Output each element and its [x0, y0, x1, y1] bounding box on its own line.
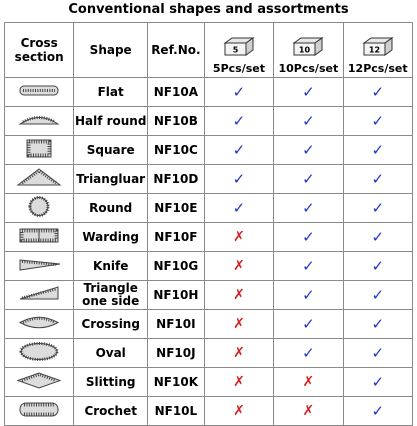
table-row [5, 252, 413, 281]
cross-section-cell [5, 397, 74, 426]
header-ref: Ref.No. [147, 23, 204, 78]
table-row [5, 107, 413, 136]
box-icon [291, 36, 325, 56]
table-row [5, 223, 413, 252]
availability-cell [204, 136, 273, 165]
cross-section-cell [5, 252, 74, 281]
ref-number: NF10G [147, 252, 204, 281]
availability-cell [274, 223, 343, 252]
cross-section-cell [5, 136, 74, 165]
box-count: 12 [368, 45, 380, 55]
table-row [5, 368, 413, 397]
availability-cell [343, 310, 412, 339]
availability-cell [204, 223, 273, 252]
round-icon [14, 194, 64, 219]
cross-section-cell [5, 78, 74, 107]
table-row [5, 339, 413, 368]
oval-icon [14, 339, 64, 364]
check-icon: ✓ [232, 112, 246, 130]
ref-number: NF10L [147, 397, 204, 426]
availability-cell [343, 252, 412, 281]
availability-cell [274, 368, 343, 397]
check-icon: ✓ [302, 228, 315, 246]
availability-cell [204, 194, 273, 223]
check-icon: ✓ [371, 112, 385, 130]
check-icon: ✓ [371, 170, 385, 188]
shape-name: Half round [74, 107, 148, 136]
check-icon: ✓ [232, 141, 246, 159]
header-set-5 [204, 23, 273, 78]
check-icon: ✓ [232, 83, 246, 101]
ref-number: NF10C [147, 136, 204, 165]
cross-section-cell [5, 223, 74, 252]
shape-name: Triangluar [74, 165, 148, 194]
header-shape: Shape [74, 23, 148, 78]
table-row [5, 165, 413, 194]
shape-name: Warding [74, 223, 148, 252]
check-icon: ✓ [302, 344, 315, 362]
availability-cell [204, 107, 273, 136]
cross-section-cell [5, 368, 74, 397]
cross-section-cell [5, 310, 74, 339]
check-icon: ✓ [302, 141, 315, 159]
header-row [5, 23, 413, 78]
cross-icon: ✗ [302, 374, 315, 390]
cross-section-cell [5, 281, 74, 310]
availability-cell [343, 223, 412, 252]
shapes-table [4, 22, 413, 426]
availability-cell [204, 339, 273, 368]
set-label: 5Pcs/set [212, 62, 265, 75]
check-icon: ✓ [371, 83, 385, 101]
triangular-icon [14, 165, 64, 190]
availability-cell [274, 397, 343, 426]
cross-icon: ✗ [233, 229, 245, 245]
check-icon: ✓ [371, 373, 385, 391]
availability-cell [204, 310, 273, 339]
availability-cell [204, 78, 273, 107]
ref-number: NF10H [147, 281, 204, 310]
availability-cell [343, 339, 412, 368]
square-icon [14, 136, 64, 161]
ref-number: NF10J [147, 339, 204, 368]
availability-cell [274, 78, 343, 107]
set-label: 10Pcs/set [278, 62, 339, 75]
half-round-icon [14, 107, 64, 132]
shape-name: Oval [74, 339, 148, 368]
availability-cell [274, 165, 343, 194]
check-icon: ✓ [302, 257, 315, 275]
availability-cell [274, 339, 343, 368]
availability-cell [343, 107, 412, 136]
triangle-one-side-icon [14, 281, 64, 306]
availability-cell [274, 107, 343, 136]
header-set-10 [274, 23, 343, 78]
box-icon [222, 36, 256, 56]
availability-cell [274, 310, 343, 339]
ref-number: NF10F [147, 223, 204, 252]
crossing-icon [14, 310, 64, 335]
cross-icon: ✗ [233, 345, 245, 361]
ref-number: NF10B [147, 107, 204, 136]
flat-icon [14, 78, 64, 103]
shape-name: Knife [74, 252, 148, 281]
availability-cell [274, 194, 343, 223]
ref-number: NF10A [147, 78, 204, 107]
shape-name: Round [74, 194, 148, 223]
header-cross-section: Cross section [5, 23, 74, 78]
check-icon: ✓ [302, 83, 315, 101]
availability-cell [343, 368, 412, 397]
ref-number: NF10E [147, 194, 204, 223]
ref-number: NF10I [147, 310, 204, 339]
box-count: 5 [232, 45, 239, 55]
cross-section-cell [5, 339, 74, 368]
check-icon: ✓ [302, 286, 315, 304]
table-row [5, 310, 413, 339]
check-icon: ✓ [232, 170, 246, 188]
availability-cell [274, 136, 343, 165]
page-title: Conventional shapes and assortments [68, 2, 349, 17]
cross-section-cell [5, 107, 74, 136]
shape-name: Triangle one side [74, 281, 148, 310]
availability-cell [343, 397, 412, 426]
check-icon: ✓ [302, 199, 315, 217]
box-icon [361, 36, 395, 56]
ref-number: NF10D [147, 165, 204, 194]
check-icon: ✓ [371, 257, 385, 275]
knife-icon [14, 252, 64, 277]
cross-icon: ✗ [233, 374, 245, 390]
check-icon: ✓ [371, 141, 385, 159]
check-icon: ✓ [302, 170, 315, 188]
check-icon: ✓ [302, 315, 315, 333]
availability-cell [204, 252, 273, 281]
crochet-icon [14, 397, 64, 422]
shape-name: Square [74, 136, 148, 165]
shape-name: Slitting [74, 368, 148, 397]
cross-icon: ✗ [233, 403, 245, 419]
table-row [5, 78, 413, 107]
cross-icon: ✗ [302, 403, 315, 419]
check-icon: ✓ [371, 402, 385, 420]
availability-cell [343, 165, 412, 194]
availability-cell [343, 281, 412, 310]
availability-cell [343, 136, 412, 165]
cross-section-cell [5, 165, 74, 194]
shape-name: Crochet [74, 397, 148, 426]
cross-icon: ✗ [233, 287, 245, 303]
table-row [5, 281, 413, 310]
availability-cell [343, 194, 412, 223]
set-label: 12Pcs/set [347, 62, 408, 75]
table-row [5, 194, 413, 223]
check-icon: ✓ [232, 199, 246, 217]
table-row [5, 136, 413, 165]
check-icon: ✓ [371, 228, 385, 246]
availability-cell [274, 281, 343, 310]
cross-icon: ✗ [233, 316, 245, 332]
warding-icon [14, 223, 64, 248]
cross-section-cell [5, 194, 74, 223]
check-icon: ✓ [371, 286, 385, 304]
availability-cell [204, 165, 273, 194]
table-row [5, 397, 413, 426]
box-count: 10 [299, 45, 311, 55]
cross-icon: ✗ [233, 258, 245, 274]
availability-cell [204, 368, 273, 397]
check-icon: ✓ [371, 315, 385, 333]
availability-cell [204, 397, 273, 426]
availability-cell [343, 78, 412, 107]
check-icon: ✓ [371, 344, 385, 362]
ref-number: NF10K [147, 368, 204, 397]
check-icon: ✓ [371, 199, 385, 217]
header-set-12 [343, 23, 412, 78]
check-icon: ✓ [302, 112, 315, 130]
shape-name: Flat [74, 78, 148, 107]
slitting-icon [14, 368, 64, 393]
shape-name: Crossing [74, 310, 148, 339]
availability-cell [274, 252, 343, 281]
availability-cell [204, 281, 273, 310]
